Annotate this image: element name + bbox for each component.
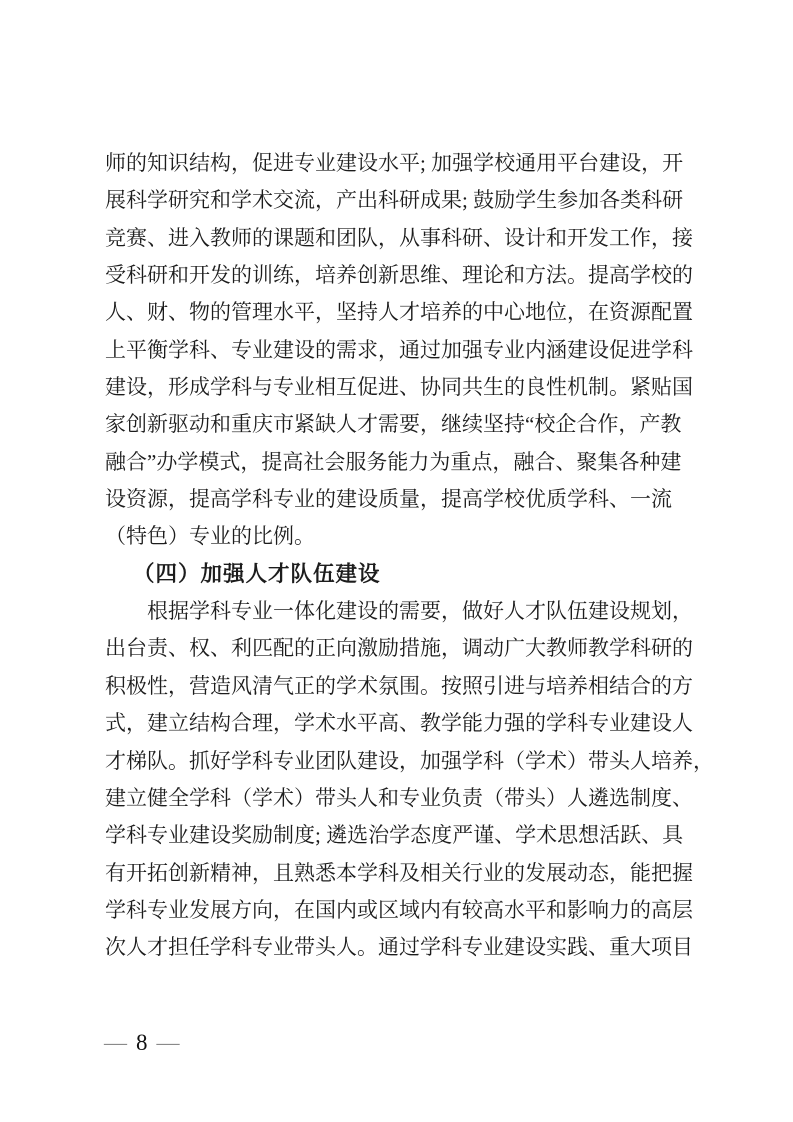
body-line: 师的知识结构，促进专业建设水平; 加强学校通用平台建设，开 <box>105 151 684 175</box>
body-line: 竞赛、进入教师的课题和团队，从事科研、设计和开发工作，接 <box>105 225 693 250</box>
body-line: 根据学科专业一体化建设的需要，做好人才队伍建设规划， <box>147 599 693 624</box>
body-line: 上平衡学科、专业建设的需求，通过加强专业内涵建设促进学科 <box>105 337 693 362</box>
page-number: 8 <box>136 1030 148 1055</box>
body-line: 建立健全学科（学术）带头人和专业负责（带头）人遴选制度、 <box>105 785 693 810</box>
body-line: 积极性，营造风清气正的学术氛围。按照引进与培养相结合的方 <box>105 673 693 698</box>
footer-dash-right: — <box>156 1030 180 1055</box>
body-line: 家创新驱动和重庆市紧缺人才需要，继续坚持“校企合作，产教 <box>105 412 682 437</box>
body-line: 设资源，提高学科专业的建设质量，提高学校优质学科、一流 <box>105 487 672 512</box>
body-line: 出台责、权、利匹配的正向激励措施，调动广大教师教学科研的 <box>105 636 693 661</box>
body-line: 学科专业建设奖励制度; 遴选治学态度严谨、学术思想活跃、具 <box>105 823 684 848</box>
text-block <box>105 145 714 967</box>
page-footer <box>104 1026 180 1060</box>
body-line: 融合”办学模式，提高社会服务能力为重点，融合、聚集各种建 <box>105 449 682 474</box>
body-line: 学科专业发展方向，在国内或区域内有较高水平和影响力的高层 <box>105 897 693 922</box>
body-line: 受科研和开发的训练，培养创新思维、理论和方法。提高学校的 <box>105 263 693 288</box>
body-line: 人、财、物的管理水平，坚持人才培养的中心地位，在资源配置 <box>105 300 693 325</box>
body-line: （特色）专业的比例。 <box>105 524 315 549</box>
body-line: 次人才担任学科专业带头人。通过学科专业建设实践、重大项目 <box>105 935 693 960</box>
body-line: 才梯队。抓好学科专业团队建设，加强学科（学术）带头人培养， <box>105 748 714 773</box>
body-line: 建设，形成学科与专业相互促进、协同共生的良性机制。紧贴国 <box>105 375 693 400</box>
footer-dash-left: — <box>104 1030 127 1055</box>
body-line: 式，建立结构合理，学术水平高、教学能力强的学科专业建设人 <box>105 711 693 736</box>
body-line: 有开拓创新精神，且熟悉本学科及相关行业的发展动态，能把握 <box>105 860 693 885</box>
body-line: 展科学研究和学术交流，产出科研成果; 鼓励学生参加各类科研 <box>105 188 684 213</box>
section-heading: （四）加强人才队伍建设 <box>133 561 381 586</box>
